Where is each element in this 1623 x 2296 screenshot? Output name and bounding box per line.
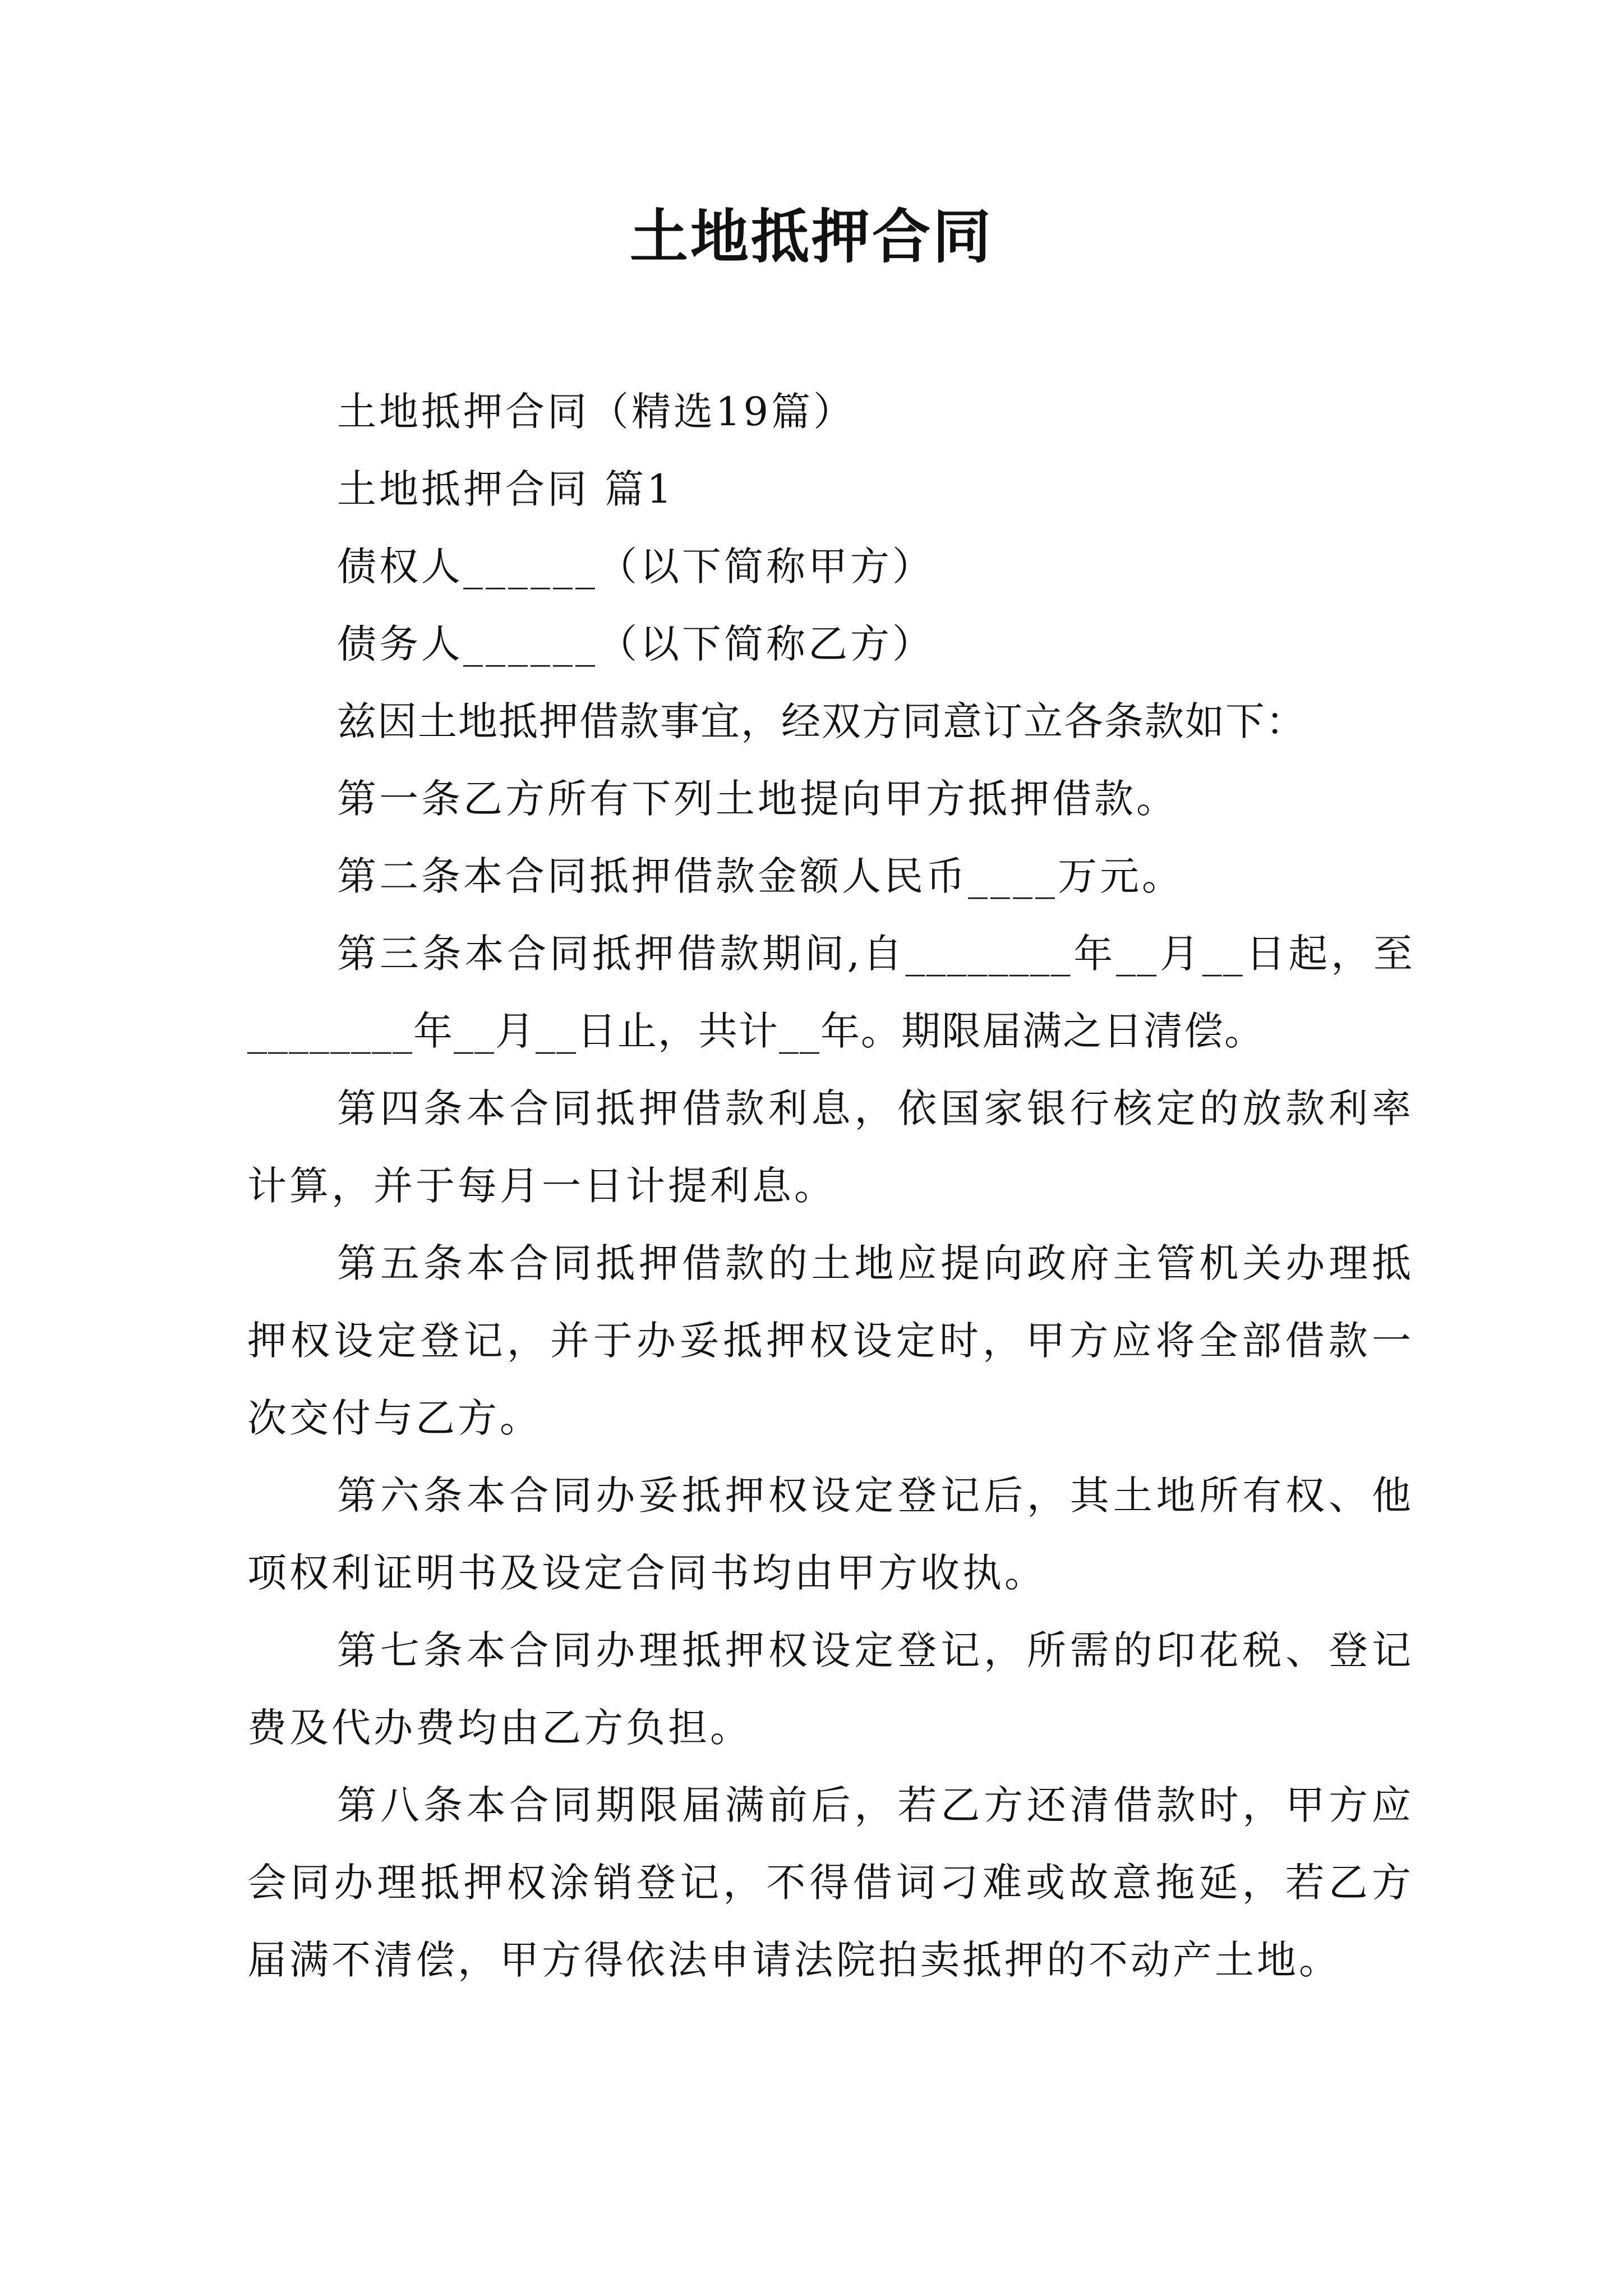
- paragraph-article-8: 第八条本合同期限届满前后，若乙方还清借款时，甲方应会同办理抵押权涂销登记，不得借词刁难或故意拖延，若乙方届满不清偿，甲方得依法申请法院拍卖抵押的不动产土地。: [247, 1782, 1414, 1983]
- document-body: [247, 373, 1414, 1999]
- paragraph-article-2: 第二条本合同抵押借款金额人民币____万元。: [337, 853, 1184, 899]
- paragraph-article-4: 第四条本合同抵押借款利息，依国家银行核定的放款利率计算，并于每月一日计提利息。: [247, 1085, 1414, 1209]
- paragraph-article-3: 第三条本合同抵押借款期间,自________年__月__日起，至________年__月__日止，共计__年。期限届满之日清偿。: [247, 931, 1414, 1054]
- paragraph-section-heading: 土地抵押合同 篇1: [337, 466, 675, 512]
- paragraph-debtor: 债务人______（以下简称乙方）: [337, 621, 934, 667]
- paragraph-article-5: 第五条本合同抵押借款的土地应提向政府主管机关办理抵押权设定登记，并于办妥抵押权设定时，甲方应将全部借款一次交付与乙方。: [247, 1240, 1414, 1441]
- paragraph-preamble: 兹因土地抵押借款事宜，经双方同意订立各条款如下：: [337, 698, 1306, 744]
- paragraph-article-6: 第六条本合同办妥抵押权设定登记后，其土地所有权、他项权利证明书及设定合同书均由甲方收执。: [247, 1473, 1414, 1596]
- paragraph-subtitle: 土地抵押合同（精选19篇）: [337, 389, 856, 435]
- paragraph-article-1: 第一条乙方所有下列土地提向甲方抵押借款。: [337, 776, 1178, 822]
- paragraph-article-7: 第七条本合同办理抵押权设定登记，所需的印花税、登记费及代办费均由乙方负担。: [247, 1627, 1414, 1751]
- paragraph-creditor: 债权人______（以下简称甲方）: [337, 544, 934, 590]
- document-title: 土地抵押合同: [629, 202, 993, 271]
